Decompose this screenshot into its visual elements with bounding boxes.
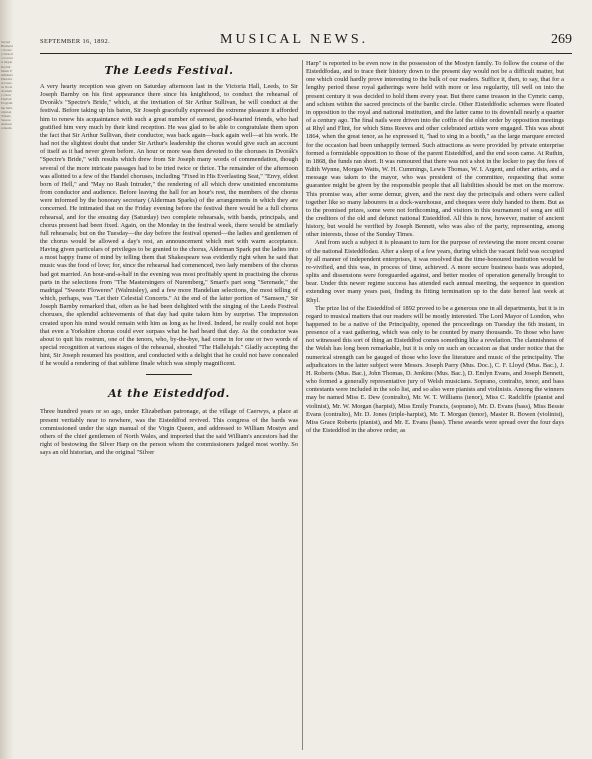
left-column xyxy=(40,60,298,750)
section-divider xyxy=(146,374,192,375)
eisteddfod-paragraph-1: Three hundred years or so ago, under Elizabethan patronage, at the village of Caerwys, a place at present veritably near to nowhere, was the Eisteddfod revived. This congress of the bards was commissioned under the sign manual of the Virgin Queen, and addressed to William Mostyn and others of the chief gentlemen of North Wales, and imported that the said William's ancestors had the right of bestowing the Silver Harp on the person whom the commissioners judged most worthy. So says an old historian, and the original "Silver xyxy=(40,408,298,457)
eisteddfod-paragraph-1-continued: Harp" is reported to be even now in the possession of the Mostyn family. To follow the course of the Eisteddfodau, and to trace their history down to the present day would not be a difficult matter, but one which could hardly prove interesting to the bulk of our readers. Suffice it, then, to say, that for a lengthy period these royal gatherings were held with more or less regularity, till well on into the present century it was decided to hold them every year. But there came treason in the Cymric camp, and schism within the sacred precincts of the bardic circle. Other Eisteddfodic schemes were floated in opposition to the royal and national institution, and the latter came to its downfall nearly a quarter of a century ago. The final nails were driven into the coffin of the older order by opposition meetings at Rhyl and Flint, for which Sims Reeves and other celebrated artists were engaged. This was about 1864, when the great tenor, as he expressed it, "had to sing in a booth," as the large marquee erected for the occasion had been unhappily termed. Such attractions as were provided by private enterprise formed a formidable opposition to those of the parent Eisteddfod, and the end soon came. At Ruthin, in 1868, the funds ran short. It was rumoured that there was not a shot in the locker to pay the fees of Edith Wynne, Morgan Watts, W. H. Cummings, Lewis Thomas, W. I. Argent, and other artists, and a message was taken to the mayor, who was president of the committee, requesting that some guarantee might be given by the responsible people that all liabilities should be met on the morrow. This promise was, after some demur, given, and the next day the principals and others were called together like so many labourers in a dock-warehouse, and cheques were duly handed to them. But as to the promised prizes, some were not forthcoming, and visitors in this tournament of song are still the creditors of the old and defunct national Eisteddfod. All this is now, however, matter of ancient history, but would be verified by Joseph Bennett, who was also of the party, representing, among other interests, those of the Sunday Times. xyxy=(306,60,564,239)
adjacent-page-text: Sacred Harmonic Society Oratorio Concerts Organ Recital Music Publishers Pianoforte Lessons Vocal Academy Choir Festival Programme Subscription Tickets Season Announcements xyxy=(1,40,13,130)
page-number: 269 xyxy=(551,32,572,47)
eisteddfod-paragraph-2: And from such a subject it is pleasant to turn for the purpose of reviewing the more recent course of the national Eisteddfodau. After a sleep of a few years, during which the vacant field was occupied by all manner of independent enterprises, it was resolved that the time-honoured institution would be re-vivified, and this was, in process of time, achieved. A more secure business basis was adopted, splits and dissensions were foreguarded against, and better modes of operation generally brought to bear. Under this newer regime success has attended each annual meeting, the sequence in question extending over many years past, finding its fitting termination up to the date hereof last week at Rhyl. xyxy=(306,239,564,304)
adjacent-page-edge xyxy=(0,0,14,759)
leeds-festival-heading: The Leeds Festival. xyxy=(104,64,234,77)
right-column xyxy=(306,60,564,750)
eisteddfod-heading: At the Eisteddfod. xyxy=(108,387,230,401)
column-separator xyxy=(302,60,303,750)
page-header xyxy=(40,32,572,52)
header-rule xyxy=(40,53,572,54)
issue-date: SEPTEMBER 16, 1892. xyxy=(40,38,111,45)
eisteddfod-paragraph-3: The prize list of the Eisteddfod of 1892 proved to be a generous one in all departments, but it is in regard to musical matters that our readers will be mostly interested. The Lord Mayor of London, who happened to be a native of the Principality, opened the proceedings on Tuesday the 6th instant, in presence of a vast gathering, which was only to be counted by many thousands. To those who have not witnessed this sort of thing an Eisteddfod comes something like a revelation. The clannishness of the Welsh has long been remarkable, but it is only on such an occasion as that under notice that the numerical strength can be gauged of those who love the literature and music of the principality. The adjudicators in the latter subject were Messrs. Joseph Parry (Mus. Doc.), C. F. Lloyd (Mus. Bac.), J. H. Roberts (Mus. Bac.), John Thomas, D. Jenkins (Mus. Bac.), D. Emlyn Evans, and Joseph Bennett, who formed a generally representative jury of Welsh musicians. Soprano, contralto, tenor, and bass contestants were included in the solo list, and so also were pianists and violinists. Among the winners may be named Miss E. Dew (contralto), Mr. W. T. Williams (tenor), Miss C. Radcliffe (pianist and violinist), Mr. W. Morgan (harpist), Miss Emily Francis, (soprano), Mr. D. Evans (bass), Miss Bessie Evans (contralto), Mr. D. Jones (triple-harpist), Mr. T. Morgan (tenor), Master R. Bowen (violinist), Miss Grace Roberts (pianist), and Mr. E. Evans (bass). These awards were spread over the four days of the Eisteddfod in the above order, as xyxy=(306,304,564,435)
leeds-festival-paragraph: A very hearty reception was given on Saturday afternoon last in the Victoria Hall, Leeds, to Sir Joseph Barnby on his first appearance there since his knighthood, to conduct the rehearsal of Dvorák's "Spectre's Bride," which, at the invitation of Sir Arthur Sullivan, he will conduct at the festival. Before taking up his baton, Sir Joseph gracefully expressed the extreme pleasure it afforded him to renew his acquaintance with such a great number of earnest, good-hearted friends, who had gratified him very much by their kind reception. He was glad to be able to congratulate them upon the fact that Sir Arthur Sullivan, their conductor, was back again—back again well—at his work. He had not the slightest doubt that under Sir Arthur's leadership the chorus would give such an account of itself as it had never given before. An hour or more was then devoted to the choruses in Dvorák's "Spectre's Bride," with results which drew from Sir Joseph many words of commendation, though several of the more intricate passages had to be tried twice or thrice. The remainder of the afternoon was allotted to a few of the Handel choruses, including "Fixed in His Everlasting Seat," "Envy, eldest born of Hell," and "May no Rash Intruder," the rendering of all which drew unstinted encomiums from conductor and audience. Before leaving the hall for an hour's rest, the members of the chorus were informed by the honorary secretary (Alderman Sparks) of the arrangements in which they are concerned. He intimated that on the Friday evening before the festival there would be a full chorus rehearsal, and for the ensuing day (Saturday) two complete rehearsals, with bands, principals, and chorus present had been fixed. Again, on the Monday in the festival week, there would be similarly full rehearsals; but on the Tuesday—the day before the festival opened—the ladies and gentlemen of the chorus would be allowed a day's rest, an announcement which met with warm acceptance. Having given particulars of privileges to be granted to the chorus, Alderman Spark put the ladies into a most happy frame of mind by telling them that Shakespeare was evidently right when he said that music was the food of love; for, since the rehearsal had commenced, two lady members of the chorus had got married. An hour-and-a-half in the evening was most profitably spent in practising the chorus parts in the selections from "The Mastersingers of Nuremberg," Smart's part song "Serenade," the madrigal "Sweete Floweres" (Walmisley), and a few more Handelian selections, the most telling of which, perhaps, was "Let their Celestial Concerts." At the end of the latter portion of "Samson," Sir Joseph Barnby remarked that, often as he had been delighted with the singing of the Leeds Festival choruses, the splendid achievements of that day had quite taken him by surprise. The impression created upon his mind would remain with him as long as he lived. Indeed, he really could not hope that even a Yorkshire chorus could ever surpass what he had heard that day. As the conductor was about to quit his rostrum, one of the tenors, who, by-the-bye, had come in for one or two words of special recognition at various stages of the rehearsal, shouted "The Hallelujah." Gladly accepting the hint, Sir Joseph resumed his position, and conducted with a delight that he could not have concealed if he would a rendering of that sublime finale which was simply magnificent. xyxy=(40,83,298,368)
publication-title: MUSICAL NEWS. xyxy=(220,32,369,47)
